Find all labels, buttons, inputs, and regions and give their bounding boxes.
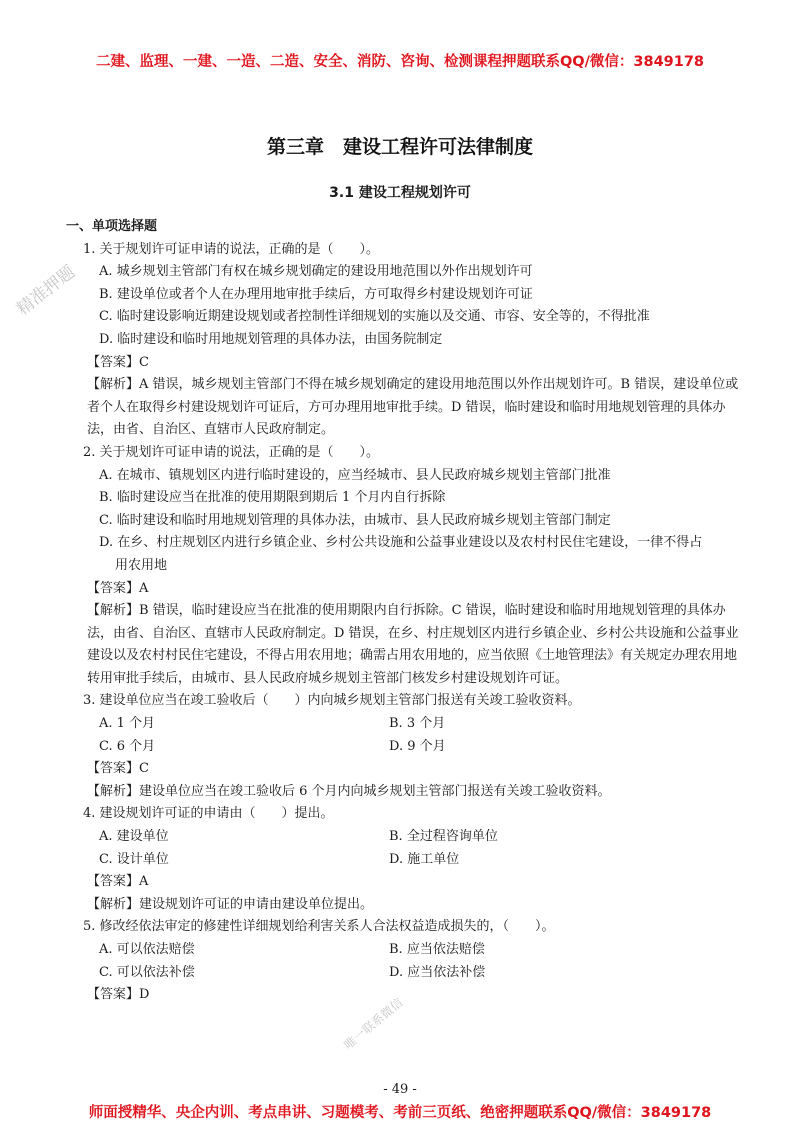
answer: 【答案】C (87, 761, 149, 777)
option-row (99, 826, 746, 849)
question-stem: 3. 建设单位应当在竣工验收后（ ）内向城乡规划主管部门报送有关竣工验收资料。 (83, 693, 581, 709)
section-title: 3.1 建设工程规划许可 (329, 185, 471, 201)
option-row (99, 939, 746, 962)
option-d: D. 施工单位 (389, 851, 460, 867)
option-d: D. 应当依法补偿 (389, 964, 486, 980)
answer: 【答案】A (87, 874, 149, 890)
option-b: B. 临时建设应当在批准的使用期限到期后 1 个月内自行拆除 (99, 490, 446, 506)
option-a: A. 在城市、镇规划区内进行临时建设的，应当经城市、县人民政府城乡规划主管部门批准 (99, 467, 611, 483)
part-heading: 一、单项选择题 (66, 219, 158, 234)
option-c: C. 临时建设和临时用地规划管理的具体办法，由城市、县人民政府城乡规划主管部门制定 (99, 512, 611, 528)
option-row (99, 713, 746, 736)
option-a: A. 建设单位 (99, 829, 169, 845)
option-c: C. 设计单位 (99, 851, 169, 867)
option-b: B. 3 个月 (389, 716, 446, 732)
analysis: 【解析】建设单位应当在竣工验收后 6 个月内向城乡规划主管部门报送有关竣工验收资料。 (87, 783, 611, 799)
option-row (99, 736, 746, 759)
answer: 【答案】D (87, 987, 150, 1003)
question-list (66, 216, 746, 1007)
option-c: C. 6 个月 (99, 738, 156, 754)
analysis: 【解析】建设规划许可证的申请由建设单位提出。 (87, 896, 374, 912)
question-stem: 5. 修改经依法审定的修建性详细规划给利害关系人合法权益造成损失的，（ ）。 (83, 919, 555, 935)
question-stem: 1. 关于规划许可证申请的说法，正确的是（ ）。 (83, 241, 380, 257)
answer: 【答案】C (87, 354, 149, 370)
chapter-title: 第三章 建设工程许可法律制度 (266, 136, 533, 158)
option-a: A. 1 个月 (99, 716, 156, 732)
promo-banner-bottom: 师面授精华、央企内训、考点串讲、习题模考、考前三页纸、绝密押题联系QQ/微信：3849178 (88, 1105, 712, 1121)
option-c: C. 临时建设影响近期建设规划或者控制性详细规划的实施以及交通、市容、安全等的，不得批准 (99, 309, 650, 325)
option-a: A. 可以依法赔偿 (99, 942, 195, 957)
option-row (99, 962, 746, 985)
answer: 【答案】A (87, 580, 149, 596)
page-number: - 49 - (383, 1082, 417, 1097)
option-d-continued: 用农用地 (115, 557, 168, 573)
promo-banner-top: 二建、监理、一建、一造、二造、安全、消防、咨询、检测课程押题联系QQ/微信：3849178 (95, 54, 705, 70)
option-a: A. 城乡规划主管部门有权在城乡规划确定的建设用地范围以外作出规划许可 (99, 264, 533, 280)
option-b: B. 应当依法赔偿 (389, 942, 485, 957)
analysis: 【解析】A 错误，城乡规划主管部门不得在城乡规划确定的建设用地范围以外作出规划许可。B 错误，建设单位或者个人在取得乡村建设规划许可证后，方可办理用地审批手续。D 错误，临时建设和临时用地规划管理的具体办法，由省、自治区、直辖市人民政府制定。 (87, 377, 739, 438)
analysis: 【解析】B 错误，临时建设应当在批准的使用期限内自行拆除。C 错误，临时建设和临时用地规划管理的具体办法，由省、自治区、直辖市人民政府制定。D 错误，在乡、村庄规划区内进行乡镇企业、乡村公共设施和公益事业建设以及农村村民住宅建设，不得占用农用地；确需占用农用地的，应当依照《土地管理法》有关规定办理农用地转用审批手续后，由城市、县人民政府城乡规划主管部门核发乡村建设规划许可证。 (87, 603, 739, 686)
option-b: B. 建设单位或者个人在办理用地审批手续后，方可取得乡村建设规划许可证 (99, 286, 533, 302)
option-d: D. 在乡、村庄规划区内进行乡镇企业、乡村公共设施和公益事业建设以及农村村民住宅建设，一律不得占 (99, 535, 703, 551)
option-d: D. 9 个月 (389, 738, 446, 754)
question-stem: 2. 关于规划许可证申请的说法，正确的是（ ）。 (83, 444, 380, 460)
watermark-left: 精准押题 (13, 262, 79, 320)
option-row (99, 849, 746, 872)
question-stem: 4. 建设规划许可证的申请由（ ）提出。 (83, 806, 334, 822)
option-c: C. 可以依法补偿 (99, 964, 195, 980)
watermark-bottom: 唯一联系微信 (341, 995, 406, 1053)
option-b: B. 全过程咨询单位 (389, 829, 498, 845)
option-d: D. 临时建设和临时用地规划管理的具体办法，由国务院制定 (99, 331, 443, 347)
